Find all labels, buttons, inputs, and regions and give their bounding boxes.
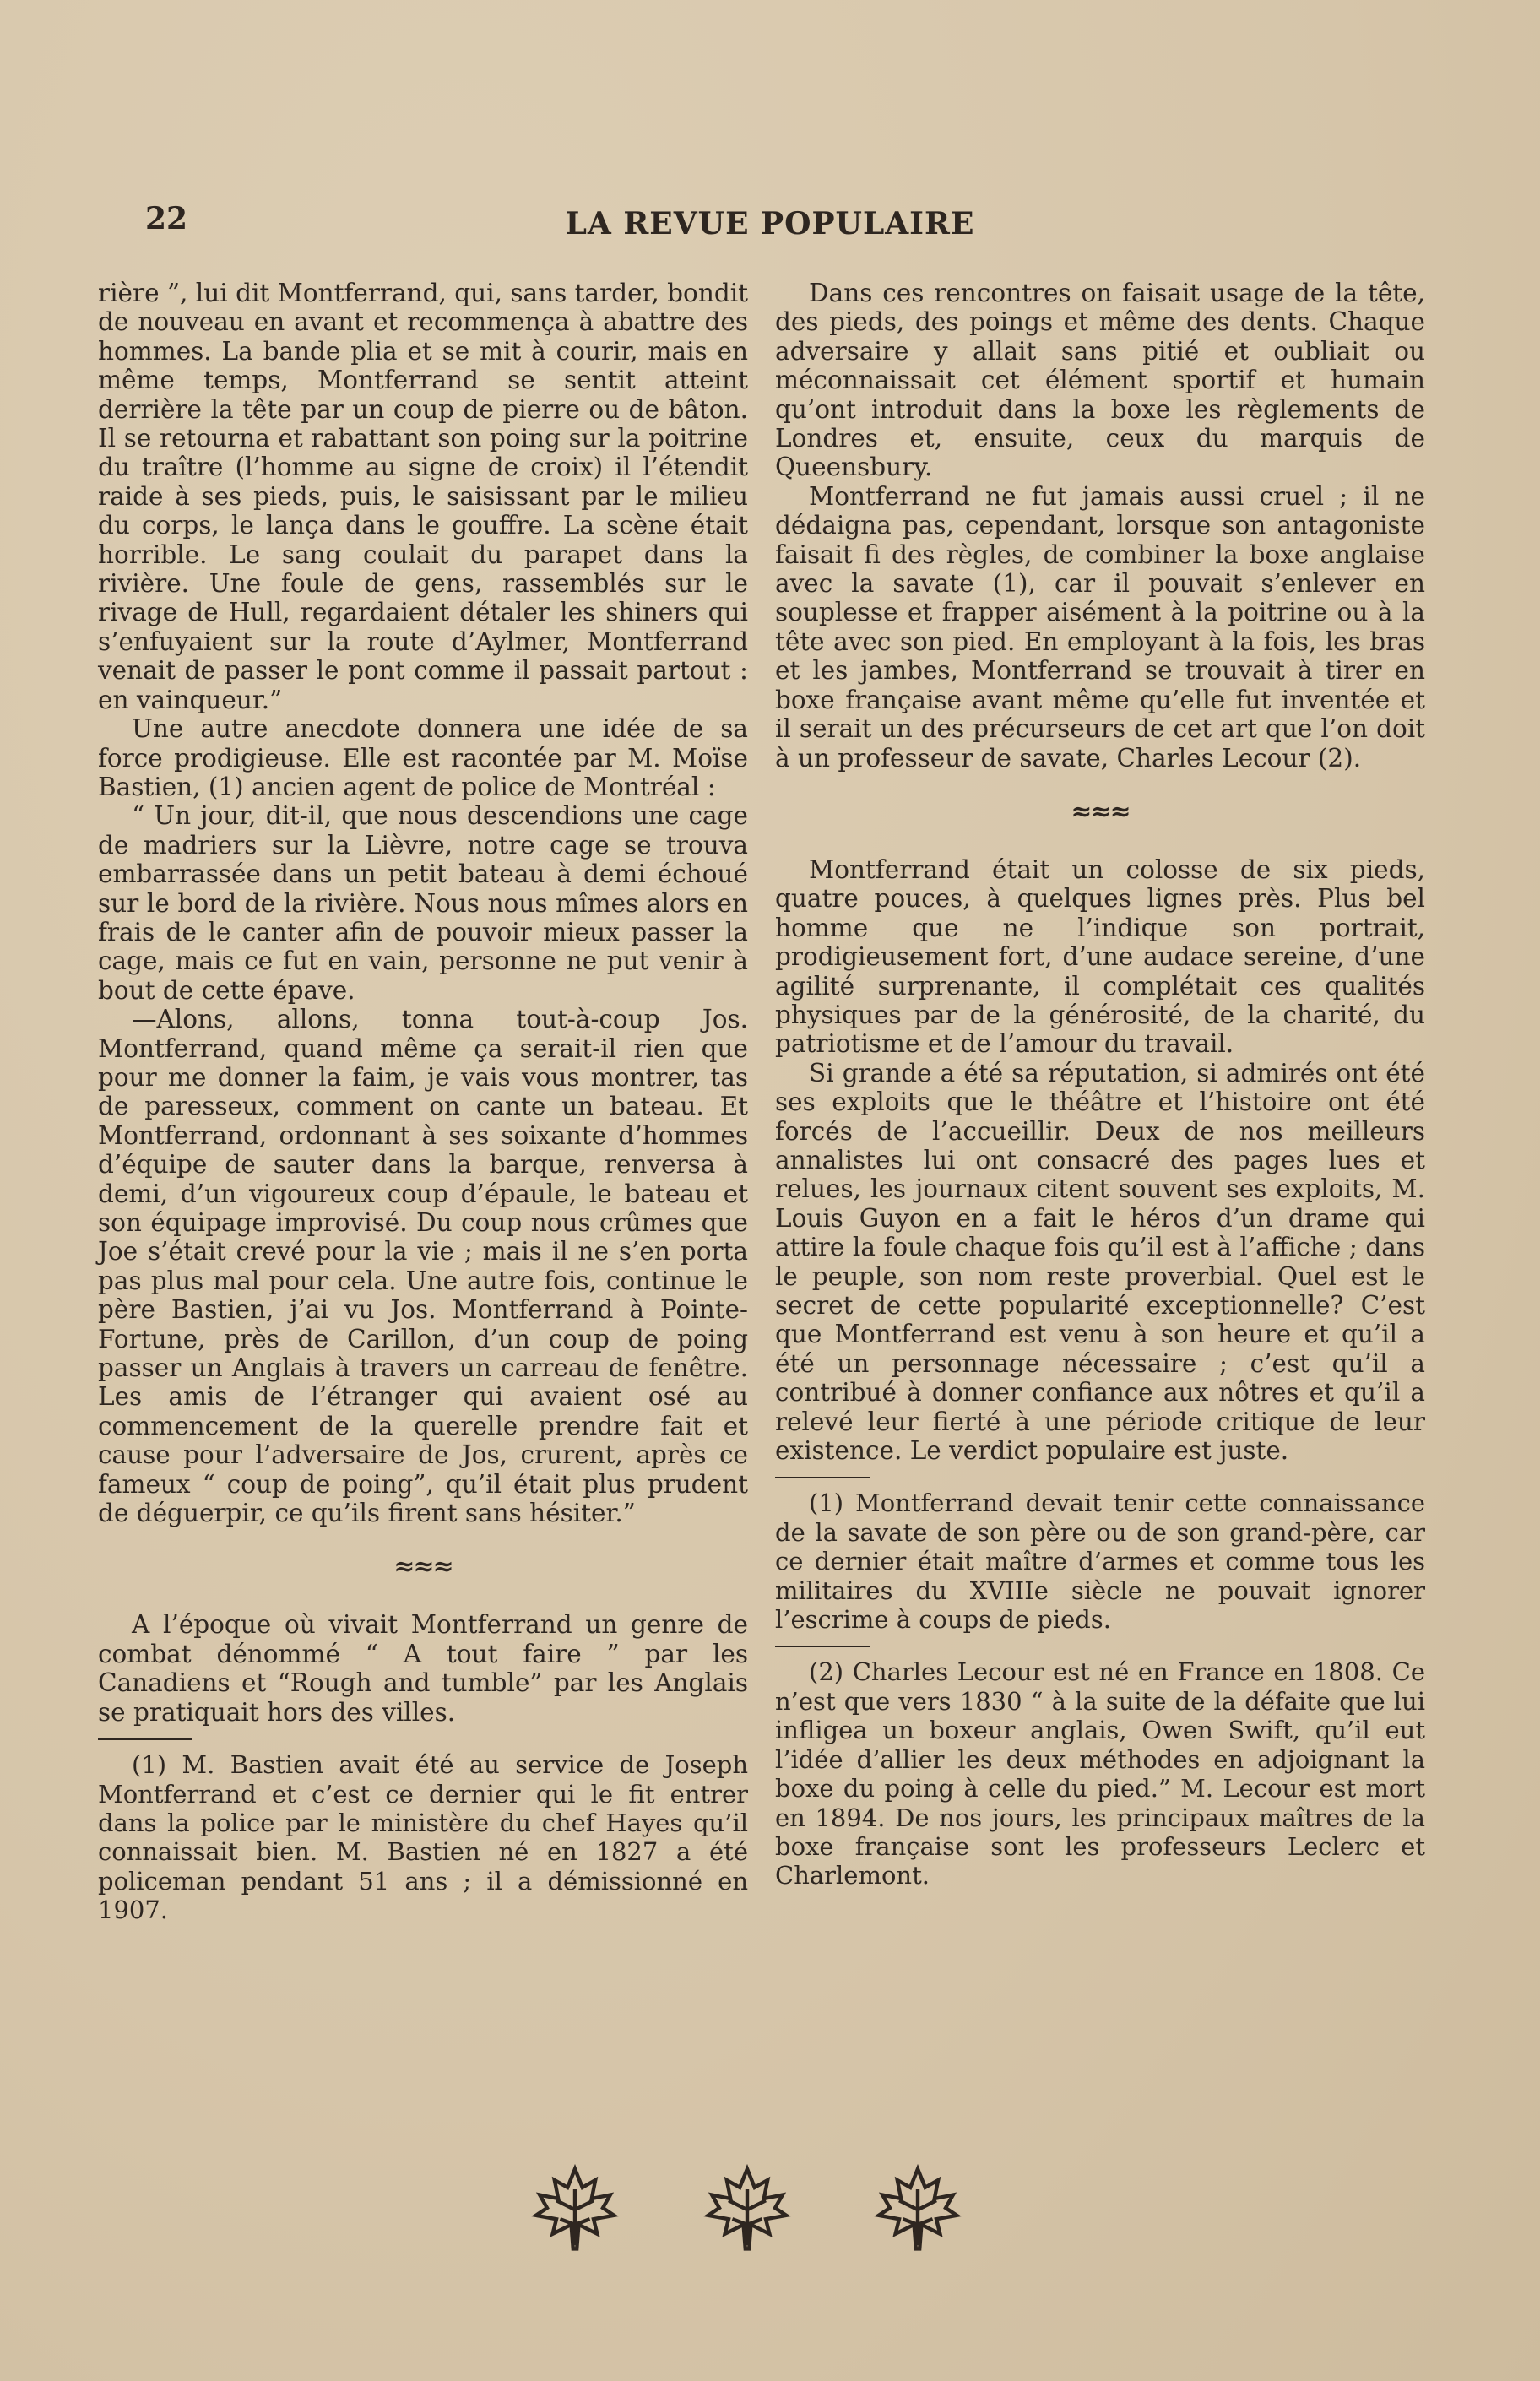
footnote-rule <box>98 1738 192 1740</box>
paragraph: —Alons, allons, tonna tout-à-coup Jos. Montferrand, quand même ça serait-il rien que pour me donner la faim, je vais vous montrer, tas de paresseux, comment on cante un bateau. Et Montferrand, ordonnant à ses soixante d’hommes d’équipe de sauter dans la barque, renversa à demi, d’un vigoureux coup d’épaule, le bateau et son équipage improvisé. Du coup nous crûmes que Joe s’était crevé pour la vie ; mais il ne s’en porta pas plus mal pour cela. Une autre fois, continue le père Bastien, j’ai vu Jos. Montferrand à Pointe-Fortune, près de Carillon, d’un coup de poing passer un Anglais à travers un carreau de fenêtre. Les amis de l’étranger qui avaient osé au commencement de la querelle prendre fait et cause pour l’adversaire de Jos, crurent, après ce fameux “ coup de poing”, qu’il était plus prudent de déguerpir, ce qu’ils firent sans hésiter.” <box>98 1005 748 1528</box>
right-column <box>775 279 1425 1890</box>
section-ornament: ≈≈≈ <box>1071 796 1130 827</box>
paragraph: “ Un jour, dit-il, que nous descendions une cage de madriers sur la Lièvre, notre cage se trouva embarrassée dans un petit bateau à demi échoué sur le bord de la rivière. Nous nous mîmes alors en frais de le canter afin de pouvoir mieux passer la cage, mais ce fut en vain, personne ne put venir à bout de cette épave. <box>98 801 748 1005</box>
paragraph: Montferrand ne fut jamais aussi cruel ; il ne dédaigna pas, cependant, lorsque son antagoniste faisait fi des règles, de combiner la boxe anglaise avec la savate (1), car il pouvait s’enlever en souplesse et frapper aisément à la poitrine ou à la tête avec son pied. En employant à la fois, les bras et les jambes, Montferrand se trouvait à tirer en boxe française avant même qu’elle fut inventée et il serait un des précurseurs de cet art que l’on doit à un professeur de savate, Charles Lecour (2). <box>775 481 1425 773</box>
paragraph: Une autre anecdote donnera une idée de sa force prodigieuse. Elle est racontée par M. Moïse Bastien, (1) ancien agent de police de Montréal : <box>98 714 748 801</box>
page-number: 22 <box>145 201 188 236</box>
footnote-rule <box>775 1646 870 1647</box>
maple-leaf-ornaments <box>0 2161 1540 2254</box>
left-column <box>98 279 748 1925</box>
paragraph: Montferrand était un colosse de six pieds, quatre pouces, à quelques lignes près. Plus bel homme que ne l’indique son portrait, prodigieusement fort, d’une audace sereine, d’une agilité surprenante, il complétait ces qualités physiques par de la générosité, de la charité, du patriotisme et de l’amour du travail. <box>775 854 1425 1059</box>
paragraph: Si grande a été sa réputation, si admirés ont été ses exploits que le théâtre et l’histoire ont été forcés de l’accueillir. Deux de nos meilleurs annalistes lui ont consacré des pages lues et relues, les journaux citent souvent ses exploits, M. Louis Guyon en a fait le héros d’un drame qui attire la foule chaque fois qu’il est à l’affiche ; dans le peuple, son nom reste proverbial. Quel est le secret de cette popularité exceptionnelle? C’est que Montferrand est venu à son heure et qu’il a été un personnage nécessaire ; c’est qu’il a contribué à donner confiance aux nôtres et qu’il a relevé leur fierté à une période critique de leur existence. Le verdict populaire est juste. <box>775 1058 1425 1466</box>
maple-leaf-icon <box>529 2161 621 2254</box>
footnote: (1) M. Bastien avait été au service de Joseph Montferrand et c’est ce dernier qui le fit entrer dans la police par le ministère du chef Hayes qu’il connaissait bien. M. Bastien né en 1827 a été policeman pendant 51 ans ; il a démissionné en 1907. <box>98 1750 748 1925</box>
paragraph: Dans ces rencontres on faisait usage de la tête, des pieds, des poings et même des dents. Chaque adversaire y allait sans pitié et oubliait ou méconnaissait cet élément sportif et humain qu’ont introduit dans la boxe les règlements de Londres et, ensuite, ceux du marquis de Queensbury. <box>775 279 1425 482</box>
paragraph: rière ”, lui dit Montferrand, qui, sans tarder, bondit de nouveau en avant et recommença à abattre des hommes. La bande plia et se mit à courir, mais en même temps, Montferrand se sentit atteint derrière la tête par un coup de pierre ou de bâton. Il se retourna et rabattant son poing sur la poitrine du traître (l’homme au signe de croix) il l’étendit raide à ses pieds, puis, le saisissant par le milieu du corps, le lança dans le gouffre. La scène était horrible. Le sang coulait du parapet dans la rivière. Une foule de gens, rassemblés sur le rivage de Hull, regardaient détaler les shiners qui s’enfuyaient sur la route d’Aylmer, Montferrand venait de passer le pont comme il passait partout : en vainqueur.” <box>98 279 748 714</box>
paragraph: A l’époque où vivait Montferrand un genre de combat dénommé “ A tout faire ” par les Canadiens et “Rough and tumble” par les Anglais se pratiquait hors des villes. <box>98 1610 748 1727</box>
maple-leaf-icon <box>701 2161 794 2254</box>
section-ornament: ≈≈≈ <box>393 1552 453 1582</box>
footnote: (2) Charles Lecour est né en France en 1808. Ce n’est que vers 1830 “ à la suite de la défaite que lui infligea un boxeur anglais, Owen Swift, qu’il eut l’idée d’allier les deux méthodes en adjoignant la boxe du poing à celle du pied.” M. Lecour est mort en 1894. De nos jours, les principaux maîtres de la boxe française sont les professeurs Leclerc et Charlemont. <box>775 1657 1425 1890</box>
footnote: (1) Montferrand devait tenir cette connaissance de la savate de son père ou de son grand-père, car ce dernier était maître d’armes et comme tous les militaires du XVIIIe siècle ne pouvait ignorer l’escrime à coups de pieds. <box>775 1489 1425 1635</box>
running-title: LA REVUE POPULAIRE <box>565 206 975 241</box>
footnote-rule <box>775 1477 870 1478</box>
maple-leaf-icon <box>871 2161 964 2254</box>
